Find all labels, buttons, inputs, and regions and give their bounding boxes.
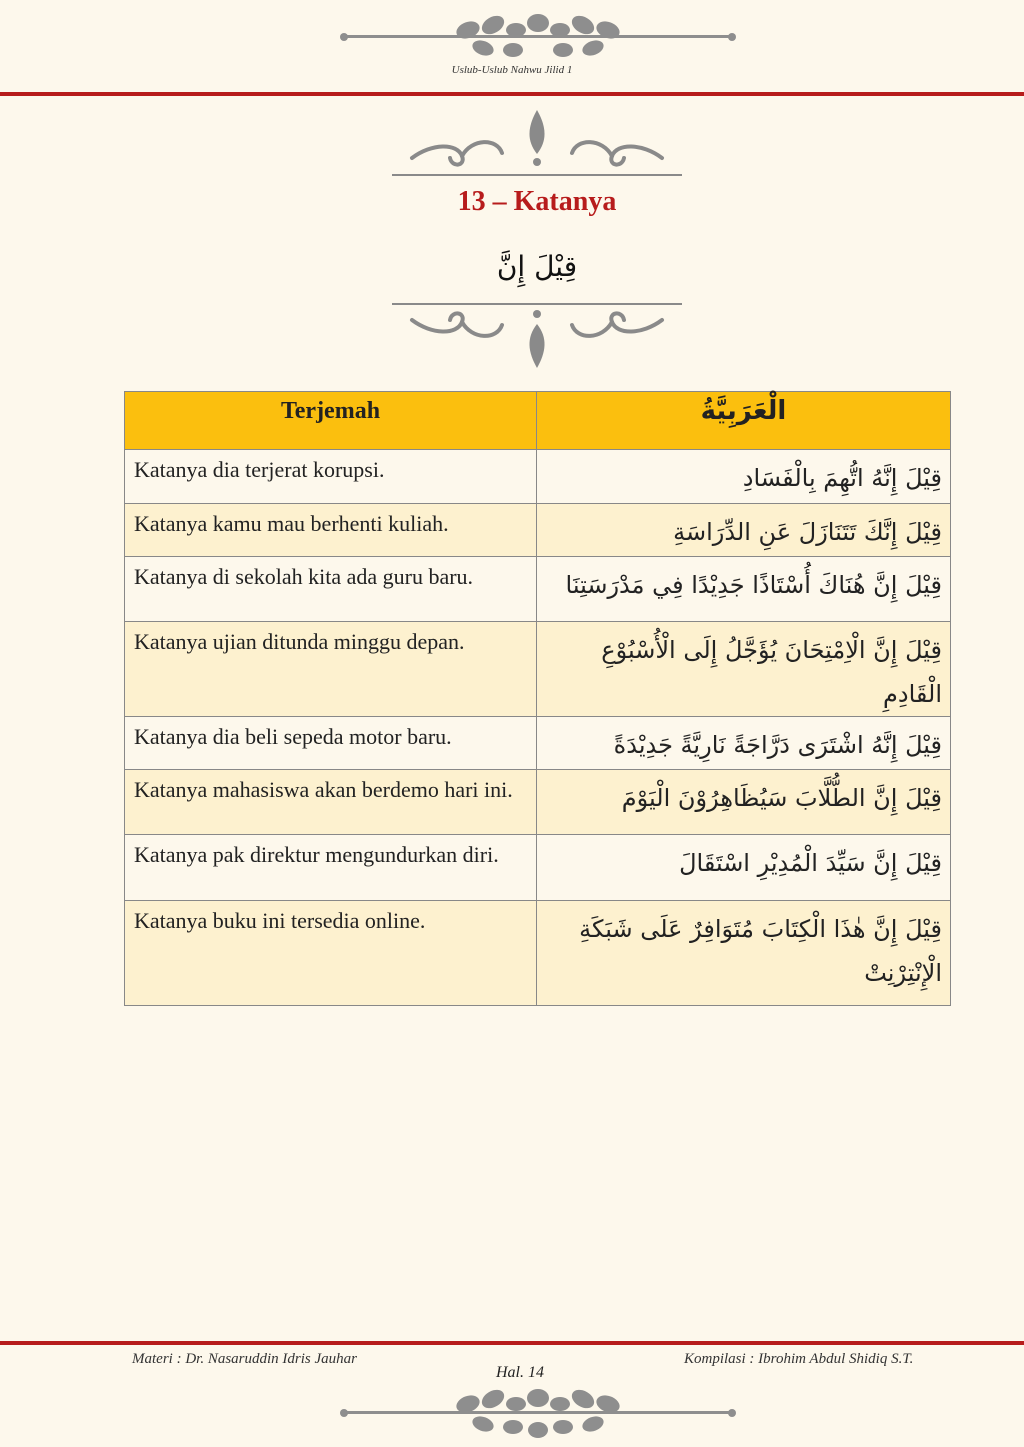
- page-number: Hal. 14: [496, 1364, 544, 1381]
- top-leaf-ornament: [338, 8, 738, 68]
- bottom-leaf-ornament: [338, 1384, 738, 1444]
- title-ornament-top: [392, 108, 682, 178]
- footer-rule: [0, 1341, 1024, 1345]
- table-row: [125, 770, 951, 835]
- footer-materi: Materi : Dr. Nasaruddin Idris Jauhar: [132, 1351, 358, 1367]
- translation-cell: Katanya buku ini tersedia online.: [125, 901, 537, 1006]
- arabic-cell: قِيْلَ إِنَّ هُنَاكَ أُسْتَاذًا جَدِيْدًا فِي مَدْرَسَتِنَا: [537, 557, 951, 622]
- header-terjemah: Terjemah: [125, 392, 537, 450]
- translation-cell: Katanya mahasiswa akan berdemo hari ini.: [125, 770, 537, 835]
- translation-cell: Katanya ujian ditunda minggu depan.: [125, 622, 537, 717]
- table-row: [125, 450, 951, 504]
- arabic-cell: قِيْلَ إِنَّهُ اتُّهِمَ بِالْفَسَادِ: [537, 450, 951, 504]
- table-row: [125, 835, 951, 901]
- title-ornament-bottom: [392, 300, 682, 372]
- translation-cell: Katanya dia beli sepeda motor baru.: [125, 717, 537, 770]
- table-row: [125, 622, 951, 717]
- arabic-cell: قِيْلَ إِنَّكَ تَتَنَازَلَ عَنِ الدِّرَاسَةِ: [537, 504, 951, 557]
- table-row: [125, 717, 951, 770]
- chapter-arabic-title: قِيْلَ إِنَّ: [496, 250, 578, 283]
- chapter-title: 13 – Katanya: [457, 186, 617, 217]
- translation-cell: Katanya pak direktur mengundurkan diri.: [125, 835, 537, 901]
- translation-cell: Katanya di sekolah kita ada guru baru.: [125, 557, 537, 622]
- table-row: [125, 557, 951, 622]
- table-row: [125, 504, 951, 557]
- running-title: Uslub-Uslub Nahwu Jilid 1: [451, 64, 573, 76]
- translation-cell: Katanya kamu mau berhenti kuliah.: [125, 504, 537, 557]
- header-arabic: الْعَرَبِيَّةُ: [537, 392, 951, 450]
- arabic-cell: قِيْلَ إِنَّ الطُّلَّابَ سَيُظَاهِرُوْنَ الْيَوْمَ: [537, 770, 951, 835]
- arabic-cell: قِيْلَ إِنَّ سَيِّدَ الْمُدِيْرِ اسْتَقَالَ: [537, 835, 951, 901]
- translation-cell: Katanya dia terjerat korupsi.: [125, 450, 537, 504]
- header-rule: [0, 92, 1024, 96]
- translation-table: [124, 391, 951, 1006]
- arabic-cell: قِيْلَ إِنَّ الْاِمْتِحَانَ يُؤَجَّلُ إِلَى الْأُسْبُوْعِ الْقَادِمِ: [537, 622, 951, 717]
- arabic-cell: قِيْلَ إِنَّهُ اشْتَرَى دَرَّاجَةً نَارِيَّةً جَدِيْدَةً: [537, 717, 951, 770]
- table-header-row: [125, 392, 951, 450]
- footer-kompilasi: Kompilasi : Ibrohim Abdul Shidiq S.T.: [684, 1351, 914, 1367]
- table-row: [125, 901, 951, 1006]
- arabic-cell: قِيْلَ إِنَّ هٰذَا الْكِتَابَ مُتَوَافِرٌ عَلَى شَبَكَةِ الْإِنْتِرْنِتْ: [537, 901, 951, 1006]
